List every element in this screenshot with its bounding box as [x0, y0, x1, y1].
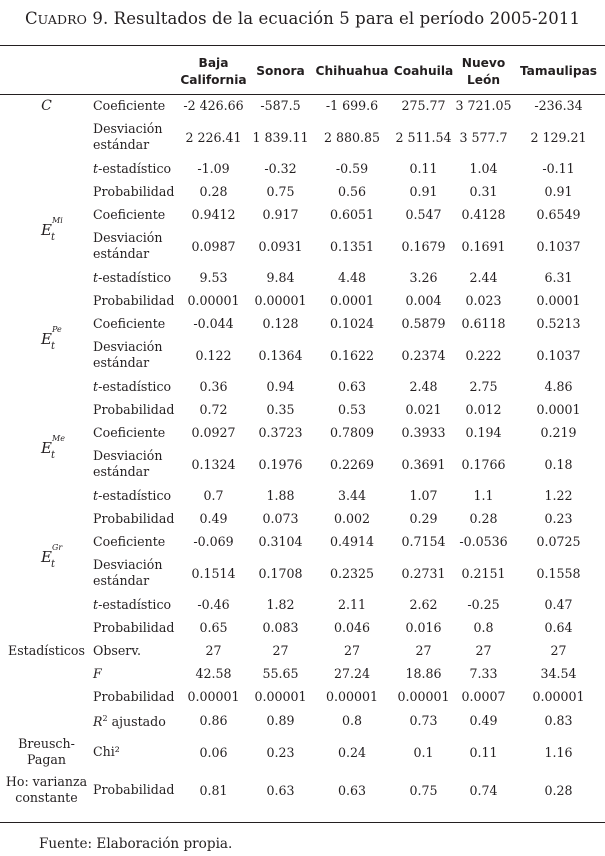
data-cell: 0.1037 — [536, 347, 581, 363]
data-cell: 0.122 — [195, 347, 232, 363]
table-row — [0, 157, 605, 180]
col-header: Nuevo León — [461, 55, 506, 87]
table-row — [0, 639, 605, 662]
data-cell: 0.00001 — [532, 689, 585, 704]
data-cell: 0.11 — [469, 744, 498, 760]
data-cell: 0.29 — [409, 511, 438, 526]
data-cell: 0.1024 — [329, 316, 375, 331]
data-cell: 18.86 — [405, 666, 442, 681]
data-cell: -0.59 — [335, 161, 369, 176]
data-cell: 0.00001 — [187, 689, 240, 704]
data-cell: 0.1622 — [329, 347, 375, 363]
data-cell: 0.9412 — [191, 207, 236, 222]
table-row — [0, 180, 605, 203]
data-cell: 0.1558 — [536, 565, 581, 581]
table-row — [0, 289, 605, 312]
section-label: Breusch- Pagan — [18, 736, 75, 767]
stat-label: t-estadístico — [93, 160, 172, 176]
data-cell: 27 — [550, 643, 567, 658]
stat-label: Probabilidad — [93, 688, 175, 704]
stat-label: Probabilidad — [93, 183, 175, 199]
data-cell: 0.1324 — [191, 456, 236, 472]
data-cell: 0.547 — [405, 207, 442, 222]
data-cell: -1 699.6 — [325, 98, 379, 113]
data-cell: 0.91 — [409, 184, 438, 199]
section-label: Ho: varianza constante — [5, 774, 88, 805]
data-cell: 0.2151 — [461, 565, 506, 581]
data-cell: 0.3933 — [401, 425, 446, 440]
source-note: Fuente: Elaboración propia. — [39, 836, 233, 852]
table-row — [0, 421, 605, 444]
data-cell: 0.81 — [199, 782, 228, 798]
data-cell: 0.1766 — [461, 456, 506, 472]
data-cell: 0.53 — [337, 402, 367, 417]
data-cell: 275.77 — [401, 98, 446, 113]
stat-label: Coeficiente — [93, 533, 166, 549]
data-cell: 1 839.11 — [252, 129, 309, 145]
variable-symbol: E Pe t — [41, 325, 62, 352]
data-cell: 0.00001 — [254, 689, 307, 704]
data-cell: 2.62 — [409, 597, 438, 612]
stat-label: Probabilidad — [93, 401, 175, 417]
data-cell: 0.2374 — [401, 347, 446, 363]
stat-label: Desviación estándar — [93, 339, 163, 370]
data-cell: 0.7 — [203, 488, 224, 503]
table-row — [0, 530, 605, 553]
col-header: Coahuila — [393, 64, 454, 78]
data-cell: 0.86 — [199, 713, 228, 728]
data-cell: -0.25 — [467, 597, 500, 612]
data-cell: 0.73 — [409, 713, 438, 728]
data-cell: 0.2731 — [401, 565, 446, 581]
data-cell: 2 880.85 — [323, 129, 381, 145]
data-cell: 1.22 — [544, 488, 573, 503]
data-cell: 27 — [272, 643, 289, 658]
table-row — [0, 771, 605, 809]
data-cell: 0.64 — [544, 620, 573, 635]
data-cell: 0.073 — [262, 511, 299, 526]
data-cell: 4.86 — [544, 379, 573, 394]
table-row — [0, 593, 605, 616]
data-cell: 9.53 — [199, 270, 228, 285]
data-cell: 2.44 — [469, 270, 498, 285]
data-cell: 0.0001 — [329, 293, 375, 308]
col-header: Chihuahua — [315, 64, 389, 78]
data-cell: 0.00001 — [187, 293, 240, 308]
data-cell: 0.36 — [199, 379, 228, 394]
data-cell: 0.012 — [465, 402, 502, 417]
data-cell: -236.34 — [534, 98, 583, 113]
table-title: CUADRO 9. Resultados de la ecuación 5 para el período 2005-2011 — [24, 9, 581, 28]
data-cell: 2.48 — [409, 379, 438, 394]
data-cell: 0.046 — [333, 620, 371, 635]
data-cell: 2.75 — [469, 379, 498, 394]
table-row — [0, 484, 605, 507]
data-cell: 34.54 — [540, 666, 577, 681]
stat-label: Observ. — [93, 642, 141, 658]
data-cell: 0.1364 — [258, 347, 303, 363]
data-cell: 0.28 — [199, 184, 228, 199]
data-cell: 0.65 — [199, 620, 228, 635]
data-cell: 0.917 — [262, 207, 299, 222]
data-cell: -0.11 — [542, 161, 575, 176]
data-cell: 0.7154 — [401, 534, 446, 549]
data-cell: 0.63 — [266, 782, 295, 798]
stat-label: Coeficiente — [93, 206, 166, 222]
variable-cell — [0, 94, 93, 157]
data-cell: 1.16 — [544, 744, 573, 760]
variable-cell — [0, 203, 93, 266]
col-header: Tamaulipas — [519, 64, 598, 78]
data-cell: 0.6051 — [329, 207, 375, 222]
stat-label: Desviación estándar — [93, 557, 163, 588]
table-row — [0, 312, 605, 335]
data-cell: 2 511.54 — [395, 129, 452, 145]
data-cell: 0.3691 — [401, 456, 446, 472]
variable-cell — [0, 530, 93, 593]
data-cell: 0.1679 — [401, 238, 446, 254]
data-cell: 0.004 — [405, 293, 442, 308]
variable-symbol: E Me t — [41, 434, 65, 461]
data-cell: 0.0987 — [191, 238, 236, 254]
table-row — [0, 685, 605, 708]
data-cell: 0.5879 — [401, 316, 446, 331]
data-cell: 0.0725 — [536, 534, 581, 549]
data-cell: 0.0007 — [461, 689, 506, 704]
top-rule — [0, 45, 605, 46]
data-cell: 0.11 — [409, 161, 438, 176]
variable-symbol: E Mi t — [41, 216, 63, 243]
data-cell: 0.49 — [469, 713, 498, 728]
data-cell: 0.1708 — [258, 565, 303, 581]
data-cell: 0.06 — [199, 744, 228, 760]
data-cell: 0.1037 — [536, 238, 581, 254]
stat-label: Coeficiente — [93, 424, 166, 440]
data-cell: -0.46 — [197, 597, 230, 612]
data-cell: 1.82 — [266, 597, 295, 612]
data-cell: 0.1976 — [258, 456, 303, 472]
data-cell: 0.083 — [262, 620, 299, 635]
data-cell: 0.74 — [469, 782, 498, 798]
data-cell: -2 426.66 — [183, 98, 244, 113]
col-header: Sonora — [256, 64, 305, 78]
stat-label: t-estadístico — [93, 269, 172, 285]
stat-label: Probabilidad — [93, 619, 175, 635]
stat-label: $R^2$ ajustado — [93, 713, 166, 730]
data-cell: 0.016 — [405, 620, 442, 635]
variable-symbol: E Gr t — [41, 543, 63, 570]
data-cell: 0.18 — [544, 456, 573, 472]
data-cell: 0.89 — [266, 713, 295, 728]
data-cell: 0.0927 — [191, 425, 236, 440]
data-cell: 27 — [415, 643, 432, 658]
data-cell: 27 — [205, 643, 222, 658]
table-row — [0, 203, 605, 226]
data-cell: 0.1351 — [329, 238, 375, 254]
data-cell: 0.49 — [199, 511, 228, 526]
data-cell: -587.5 — [260, 98, 301, 113]
stat-label: Desviación estándar — [93, 230, 163, 261]
data-cell: 42.58 — [195, 666, 232, 681]
data-cell: 0.8 — [473, 620, 494, 635]
table-row — [0, 733, 605, 771]
data-cell: 27 — [475, 643, 492, 658]
data-cell: 2.11 — [337, 597, 367, 612]
data-cell: 0.1691 — [461, 238, 506, 254]
stat-label: Chi² — [93, 744, 120, 759]
stat-label: t-estadístico — [93, 378, 172, 394]
data-cell: 0.28 — [469, 511, 498, 526]
data-cell: 0.6549 — [536, 207, 581, 222]
data-cell: 1.04 — [469, 161, 498, 176]
bottom-rule — [0, 822, 605, 823]
data-cell: 0.222 — [465, 347, 502, 363]
stat-label: t-estadístico — [93, 487, 172, 503]
stat-label: Desviación estándar — [93, 121, 163, 152]
data-cell: 0.0001 — [536, 293, 581, 308]
table-row — [0, 375, 605, 398]
data-cell: 1.88 — [266, 488, 295, 503]
table-row — [0, 662, 605, 685]
data-cell: 0.6118 — [461, 316, 506, 331]
data-cell: 55.65 — [262, 666, 299, 681]
table-row — [0, 94, 605, 117]
data-cell: 27 — [343, 643, 361, 658]
data-cell: -0.044 — [193, 316, 234, 331]
table-body — [0, 94, 605, 809]
data-cell: 4.48 — [337, 270, 367, 285]
data-cell: 0.83 — [544, 713, 573, 728]
results-table — [0, 49, 605, 809]
data-cell: 2 129.21 — [530, 129, 587, 145]
data-cell: 0.002 — [333, 511, 371, 526]
stat-label: Coeficiente — [93, 315, 166, 331]
data-cell: 6.31 — [544, 270, 573, 285]
table-row — [0, 266, 605, 289]
data-cell: 0.219 — [540, 425, 577, 440]
table-row — [0, 616, 605, 639]
data-cell: -0.069 — [193, 534, 234, 549]
data-cell: 0.47 — [544, 597, 573, 612]
stat-label: Desviación estándar — [93, 448, 163, 479]
data-cell: 9.84 — [266, 270, 295, 285]
data-cell: 0.2269 — [329, 456, 375, 472]
data-cell: 0.2325 — [329, 565, 375, 581]
data-cell: 0.1514 — [191, 565, 236, 581]
table-row — [0, 398, 605, 421]
data-cell: 2 226.41 — [185, 129, 242, 145]
data-cell: 0.023 — [465, 293, 502, 308]
data-cell: 0.128 — [262, 316, 299, 331]
variable-cell — [0, 421, 93, 484]
stat-label: t-estadístico — [93, 596, 172, 612]
col-header: Baja California — [180, 55, 247, 87]
data-cell: 3 577.7 — [459, 129, 508, 145]
data-cell: 0.75 — [409, 782, 438, 798]
table-row — [0, 507, 605, 530]
data-cell: 0.63 — [337, 782, 367, 798]
data-cell: -1.09 — [197, 161, 230, 176]
data-cell: 0.23 — [266, 744, 295, 760]
stat-label: Probabilidad — [93, 782, 175, 797]
data-cell: 3 721.05 — [455, 98, 512, 113]
data-cell: 0.63 — [337, 379, 367, 394]
data-cell: 0.7809 — [329, 425, 375, 440]
table-row — [0, 708, 605, 733]
stat-label: Coeficiente — [93, 97, 166, 113]
data-cell: 0.3723 — [258, 425, 303, 440]
data-cell: 0.0931 — [258, 238, 303, 254]
data-cell: 0.24 — [337, 744, 367, 760]
variable-cell — [0, 312, 93, 375]
variable-symbol: C — [41, 98, 52, 114]
data-cell: 0.75 — [266, 184, 295, 199]
data-cell: -0.32 — [264, 161, 297, 176]
data-cell: 0.72 — [199, 402, 228, 417]
stat-label: Probabilidad — [93, 510, 175, 526]
data-cell: 0.1 — [413, 744, 434, 760]
data-cell: 0.3104 — [258, 534, 303, 549]
data-cell: 0.8 — [341, 713, 363, 728]
data-cell: 0.5213 — [536, 316, 581, 331]
data-cell: 0.0001 — [536, 402, 581, 417]
data-cell: 0.00001 — [397, 689, 450, 704]
data-cell: 7.33 — [469, 666, 498, 681]
data-cell: 0.194 — [465, 425, 502, 440]
data-cell: 0.021 — [405, 402, 442, 417]
data-cell: 0.28 — [544, 782, 573, 798]
data-cell: 0.31 — [469, 184, 498, 199]
data-cell: 0.00001 — [325, 689, 379, 704]
header-row — [0, 49, 605, 94]
section-label: Estadísticos — [8, 642, 85, 658]
data-cell: 0.4128 — [461, 207, 506, 222]
data-cell: 1.07 — [409, 488, 438, 503]
stat-label: F — [93, 665, 102, 681]
data-cell: 0.4914 — [329, 534, 375, 549]
data-cell: 27.24 — [333, 666, 371, 681]
data-cell: 1.1 — [473, 488, 494, 503]
data-cell: 0.91 — [544, 184, 573, 199]
data-cell: 0.23 — [544, 511, 573, 526]
stat-label: Probabilidad — [93, 292, 175, 308]
data-cell: 0.56 — [337, 184, 367, 199]
data-cell: 3.44 — [337, 488, 367, 503]
data-cell: 0.35 — [266, 402, 295, 417]
data-cell: 3.26 — [409, 270, 438, 285]
data-cell: 0.00001 — [254, 293, 307, 308]
data-cell: -0.0536 — [459, 534, 508, 549]
data-cell: 0.94 — [266, 379, 295, 394]
